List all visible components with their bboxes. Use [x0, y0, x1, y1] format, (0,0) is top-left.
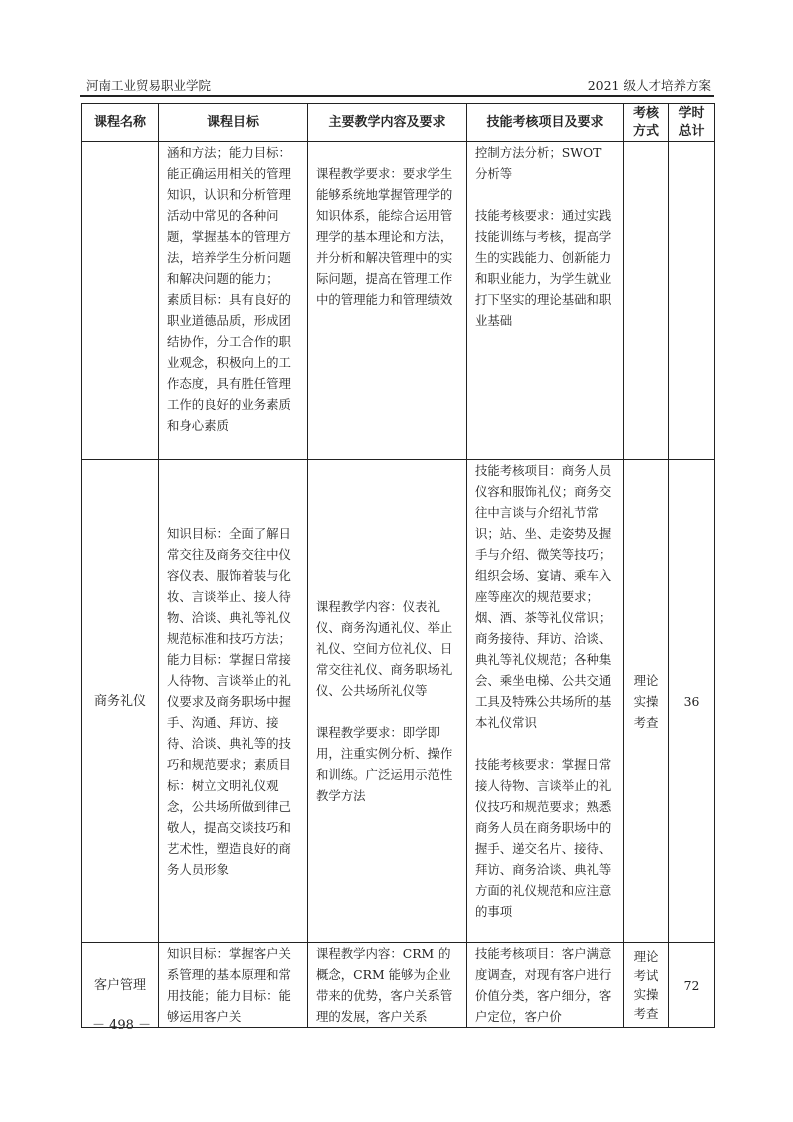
course-skills: 技能考核项目：商务人员仪容和服饰礼仪；商务交往中言谈与介绍礼节常识；站、坐、走姿势及握手与介绍、微笑等技巧；组织会场、宴请、乘车入座等座次的规范要求；烟、酒、茶等礼仪常识；商务接待、拜访、洽谈、典礼等礼仪规范；各种集会、乘坐电梯、公共交通工具及特殊公共场所的基本礼仪常识 技能考核要求：掌握日常接人待物、言谈举止的礼仪技巧和规范要求；熟悉商务人员在商务职场中的握手、递交名片、接待、拜访、商务洽谈、典礼等方面的礼仪规范和应注意的事项 — [475, 463, 612, 919]
col-header-method — [624, 104, 669, 142]
course-table — [81, 103, 715, 1028]
assessment-method — [624, 142, 669, 460]
table-row — [82, 142, 715, 460]
header-rule — [80, 95, 714, 97]
header-doc-title: 2021 级人才培养方案 — [587, 78, 711, 93]
course-name — [82, 142, 159, 460]
table-row — [82, 460, 715, 943]
course-goals: 知识目标：掌握客户关系管理的基本原理和常用技能；能力目标：能够运用客户关 — [167, 946, 291, 1024]
total-hours: 72 — [669, 943, 715, 1028]
course-content: 课程教学内容：仪表礼仪、商务沟通礼仪、举止礼仪、空间方位礼仪、日常交往礼仪、商务职场礼仪、公共场所礼仪等 课程教学要求：即学即用，注重实例分析、操作和训练。广泛运用示范性教学方法 — [316, 599, 453, 803]
col-header-hours-line2: 总计 — [678, 123, 705, 139]
page-number: － 498 － — [92, 1018, 152, 1033]
col-header-method-line1: 考核 — [632, 105, 659, 121]
course-name: 商务礼仪 — [82, 460, 159, 943]
table-row — [82, 943, 715, 1028]
course-content: 课程教学内容：CRM 的概念，CRM 能够为企业带来的优势，客户关系管理的发展，客户关系 — [316, 946, 453, 1024]
col-header-hours-line1: 学时 — [678, 105, 705, 121]
assessment-method: 理论 考试 实操 考查 — [624, 943, 669, 1028]
course-goals: 涵和方法；能力目标：能正确运用相关的管理知识，认识和分析管理活动中常见的各种问题，掌握基本的管理方法，培养学生分析问题和解决问题的能力； 素质目标：具有良好的职业道德品质，形成团结协作，分工合作的职业观念，积极向上的工作态度，具有胜任管理工作的良好的业务素质和身心素质 — [167, 145, 291, 433]
col-header-hours — [669, 104, 715, 142]
col-header-course-name: 课程名称 — [82, 104, 159, 142]
course-content: 课程教学要求：要求学生能够系统地掌握管理学的知识体系，能综合运用管理学的基本理论和方法，并分析和解决管理中的实际问题，提高在管理工作中的管理能力和管理绩效 — [316, 166, 453, 307]
col-header-method-line2: 方式 — [632, 123, 659, 139]
table-header-row — [82, 104, 715, 142]
col-header-goals: 课程目标 — [159, 104, 308, 142]
total-hours — [669, 142, 715, 460]
course-skills: 控制方法分析；SWOT 分析等 技能考核要求：通过实践技能训练与考核，提高学生的实践能力、创新能力和职业能力，为学生就业打下坚实的理论基础和职业基础 — [475, 145, 612, 328]
col-header-content: 主要教学内容及要求 — [308, 104, 467, 142]
course-skills: 技能考核项目：客户满意度调查，对现有客户进行价值分类，客户细分，客户定位，客户价 — [475, 946, 612, 1024]
course-goals: 知识目标：全面了解日常交往及商务交往中仪容仪表、服饰着装与化妆、言谈举止、接人待物、洽谈、典礼等礼仪规范标准和技巧方法；能力目标：掌握日常接人待物、言谈举止的礼仪要求及商务职场中握手、沟通、拜访、接待、洽谈、典礼等的技巧和规范要求；素质目标：树立文明礼仪观念，公共场所做到律己敬人，提高交谈技巧和艺术性，塑造良好的商务人员形象 — [167, 525, 291, 877]
col-header-skills: 技能考核项目及要求 — [467, 104, 624, 142]
course-name: 客户管理 — [82, 943, 159, 1028]
assessment-method: 理论 实操 考查 — [624, 460, 669, 943]
total-hours: 36 — [669, 460, 715, 943]
header-institution: 河南工业贸易职业学院 — [86, 78, 212, 93]
